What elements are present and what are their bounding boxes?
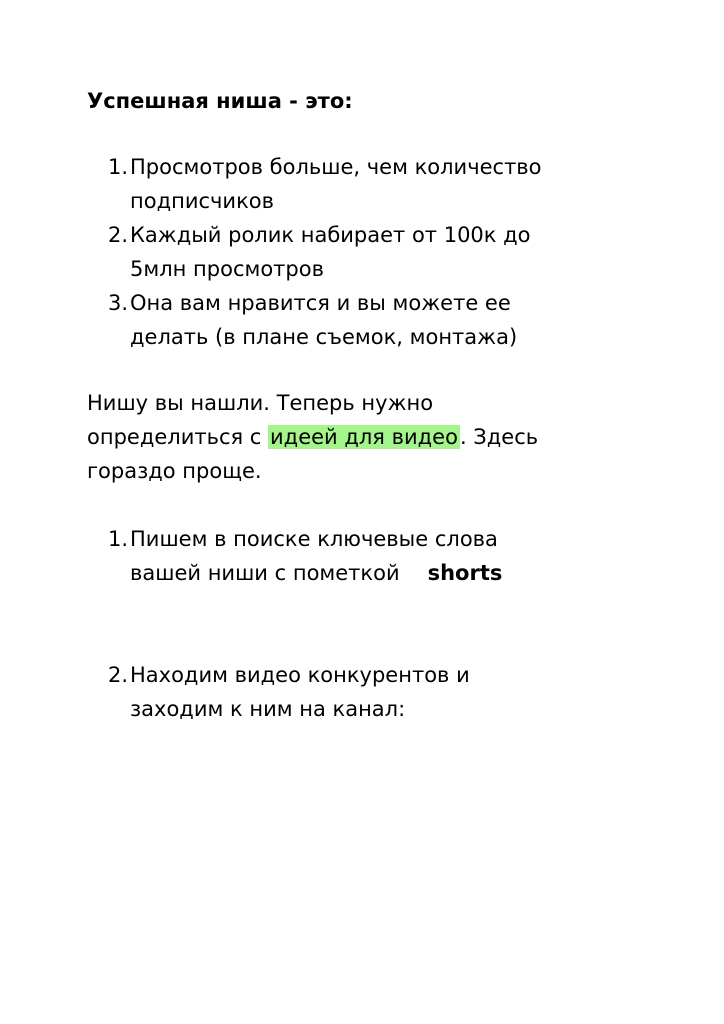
list-item-text: подписчиков: [130, 189, 274, 213]
body-paragraph: [87, 386, 538, 488]
list-item-text: Находим видео конкурентов и: [130, 663, 470, 687]
list-item-text: заходим к ним на канал:: [130, 697, 406, 721]
list-item-text: Каждый ролик набирает от 100к до: [130, 223, 531, 247]
list-item: [108, 218, 542, 286]
list-item: [108, 150, 542, 218]
paragraph-text: . Здесь: [459, 425, 539, 449]
list-item-text: Она вам нравится и вы можете ее: [130, 291, 511, 315]
paragraph-line: гораздо проще.: [87, 459, 262, 483]
heading: Успешная ниша - это:: [87, 89, 353, 113]
list-item: [108, 522, 502, 590]
list-item-text: Просмотров больше, чем количество: [130, 155, 542, 179]
list-number: 1.: [108, 527, 129, 551]
list-number: 2.: [108, 663, 129, 687]
niche-criteria-list: [108, 150, 542, 354]
list-item-text: Пишем в поиске ключевые слова: [130, 527, 498, 551]
list-item-text: делать (в плане съемок, монтажа): [130, 325, 518, 349]
list-item: [108, 286, 542, 354]
steps-list-continued: [108, 658, 470, 726]
steps-list: [108, 522, 502, 590]
paragraph-line: Нишу вы нашли. Теперь нужно: [87, 391, 434, 415]
list-item-text: вашей ниши с пометкой: [130, 561, 400, 585]
list-number: 1.: [108, 155, 129, 179]
paragraph-text: определиться с: [87, 425, 269, 449]
list-item-text: 5млн просмотров: [130, 257, 324, 281]
list-number: 2.: [108, 223, 129, 247]
list-item: [108, 658, 470, 726]
highlighted-text: идеей для видео: [270, 425, 458, 449]
list-number: 3.: [108, 291, 129, 315]
keyword-text: shorts: [427, 561, 503, 585]
